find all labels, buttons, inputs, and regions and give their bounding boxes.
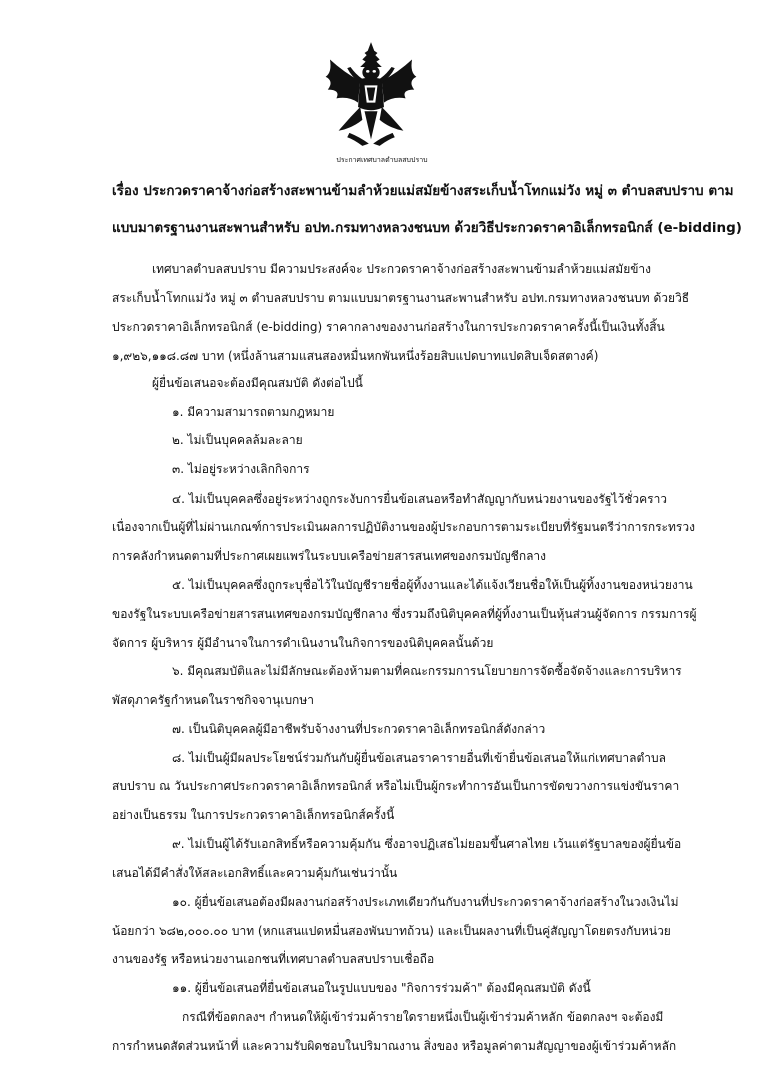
subject-line-1: เรื่อง ประกวดราคาจ้างก่อสร้างสะพานข้ามลำห้วยแม่สมัยข้างสระเก็บน้ำโทกแม่วัง หมู่ ๓ ตำบลสบปราบ ตาม (112, 183, 734, 199)
qualification-3: ๓. ไม่อยู่ระหว่างเลิกกิจการ (172, 462, 310, 476)
qualification-8-line-1: ๘. ไม่เป็นผู้มีผลประโยชน์ร่วมกันกับผู้ยื่นข้อเสนอราคารายอื่นที่เข้ายื่นข้อเสนอให้แก่เทศบาลตำบล (172, 751, 666, 765)
qualification-2: ๒. ไม่เป็นบุคคลล้มละลาย (172, 433, 303, 447)
qualification-5-line-2: ของรัฐในระบบเครือข่ายสารสนเทศของกรมบัญชีกลาง ซึ่งรวมถึงนิติบุคคลที่ผู้ทิ้งงานเป็นหุ้นส่วนผู้จัดการ กรรมการผู้ (112, 607, 697, 621)
subject-line-2: แบบมาตรฐานงานสะพานสำหรับ อปท.กรมทางหลวงชนบท ด้วยวิธีประกวดราคาอิเล็กทรอนิกส์ (e-bidding) (112, 220, 742, 236)
qualification-6-line-2: พัสดุภาครัฐกำหนดในราชกิจจานุเบกษา (112, 693, 314, 707)
qualification-heading: ผู้ยื่นข้อเสนอจะต้องมีคุณสมบัติ ดังต่อไปนี้ (152, 376, 363, 390)
qualification-5-line-3: จัดการ ผู้บริหาร ผู้มีอำนาจในการดำเนินงานในกิจการของนิติบุคคลนั้นด้วย (112, 636, 494, 650)
qualification-11-detail-line-1: กรณีที่ข้อตกลงฯ กำหนดให้ผู้เข้าร่วมค้ารายใดรายหนึ่งเป็นผู้เข้าร่วมค้าหลัก ข้อตกลงฯ จะต้องมี (182, 1010, 664, 1024)
qualification-6-line-1: ๖. มีคุณสมบัติและไม่มีลักษณะต้องห้ามตามที่คณะกรรมการนโยบายการจัดซื้อจัดจ้างและการบริหาร (172, 664, 682, 678)
qualification-4-line-3: การคลังกำหนดตามที่ประกาศเผยแพร่ในระบบเครือข่ายสารสนเทศของกรมบัญชีกลาง (112, 549, 547, 563)
intro-line-3: ประกวดราคาอิเล็กทรอนิกส์ (e-bidding) ราคากลางของงานก่อสร้างในการประกวดราคาครั้งนี้เป็นเงินทั้งสิ้น (112, 320, 665, 334)
qualification-11: ๑๑. ผู้ยื่นข้อเสนอที่ยื่นข้อเสนอในรูปแบบของ "กิจการร่วมค้า" ต้องมีคุณสมบัติ ดังนี้ (172, 981, 591, 995)
intro-line-4: ๑,๙๒๖,๑๑๘.๘๗ บาท (หนึ่งล้านสามแสนสองหมื่นหกพันหนึ่งร้อยสิบแปดบาทแปดสิบเจ็ดสตางค์) (112, 349, 599, 363)
qualification-10-line-2: น้อยกว่า ๖๘๒,๐๐๐.๐๐ บาท (หกแสนแปดหมื่นสองพันบาทถ้วน) และเป็นผลงานที่เป็นคู่สัญญาโดยตรงกับหน่วย (112, 924, 671, 938)
qualification-5-line-1: ๕. ไม่เป็นบุคคลซึ่งถูกระบุชื่อไว้ในบัญชีรายชื่อผู้ทิ้งงานและได้แจ้งเวียนชื่อให้เป็นผู้ทิ้งงานของหน่วยงาน (172, 578, 693, 592)
qualification-10-line-3: งานของรัฐ หรือหน่วยงานเอกชนที่เทศบาลตำบลสบปราบเชื่อถือ (112, 952, 435, 966)
announcement-title: ประกาศเทศบาลตำบลสบปราบ (336, 156, 428, 164)
qualification-4-line-2: เนื่องจากเป็นผู้ที่ไม่ผ่านเกณฑ์การประเมินผลการปฏิบัติงานของผู้ประกอบการตามระเบียบที่รัฐมนตรีว่าการกระทรวง (112, 520, 695, 534)
qualification-7: ๗. เป็นนิติบุคคลผู้มีอาชีพรับจ้างงานที่ประกวดราคาอิเล็กทรอนิกส์ดังกล่าว (172, 722, 546, 736)
qualification-8-line-3: อย่างเป็นธรรม ในการประกวดราคาอิเล็กทรอนิกส์ครั้งนี้ (112, 808, 395, 822)
qualification-9-line-1: ๙. ไม่เป็นผู้ได้รับเอกสิทธิ์หรือความคุ้มกัน ซึ่งอาจปฏิเสธไม่ยอมขึ้นศาลไทย เว้นแต่รัฐบาลของผู้ยื่นข้อ (172, 837, 682, 851)
qualification-11-detail-line-2: การกำหนดสัดส่วนหน้าที่ และความรับผิดชอบในปริมาณงาน สิ่งของ หรือมูลค่าตามสัญญาของผู้เข้าร่วมค้าหลัก (112, 1039, 677, 1053)
garuda-emblem-icon (317, 40, 425, 148)
intro-line-1: เทศบาลตำบลสบปราบ มีความประสงค์จะ ประกวดราคาจ้างก่อสร้างสะพานข้ามลำห้วยแม่สมัยข้าง (152, 262, 652, 276)
qualification-8-line-2: สบปราบ ณ วันประกาศประกวดราคาอิเล็กทรอนิกส์ หรือไม่เป็นผู้กระทำการอันเป็นการขัดขวางการแข่งขันราคา (112, 779, 680, 793)
qualification-9-line-2: เสนอได้มีคำสั่งให้สละเอกสิทธิ์และความคุ้มกันเช่นว่านั้น (112, 866, 398, 880)
intro-line-2: สระเก็บน้ำโทกแม่วัง หมู่ ๓ ตำบลสบปราบ ตามแบบมาตรฐานงานสะพานสำหรับ อปท.กรมทางหลวงชนบท ด้วยวิธี (112, 291, 690, 305)
qualification-1: ๑. มีความสามารถตามกฎหมาย (172, 405, 335, 419)
qualification-4-line-1: ๔. ไม่เป็นบุคคลซึ่งอยู่ระหว่างถูกระงับการยื่นข้อเสนอหรือทำสัญญากับหน่วยงานของรัฐไว้ชั่วคราว (172, 492, 668, 506)
qualification-10-line-1: ๑๐. ผู้ยื่นข้อเสนอต้องมีผลงานก่อสร้างประเภทเดียวกันกับงานที่ประกวดราคาจ้างก่อสร้างในวงเงินไม่ (172, 895, 679, 909)
